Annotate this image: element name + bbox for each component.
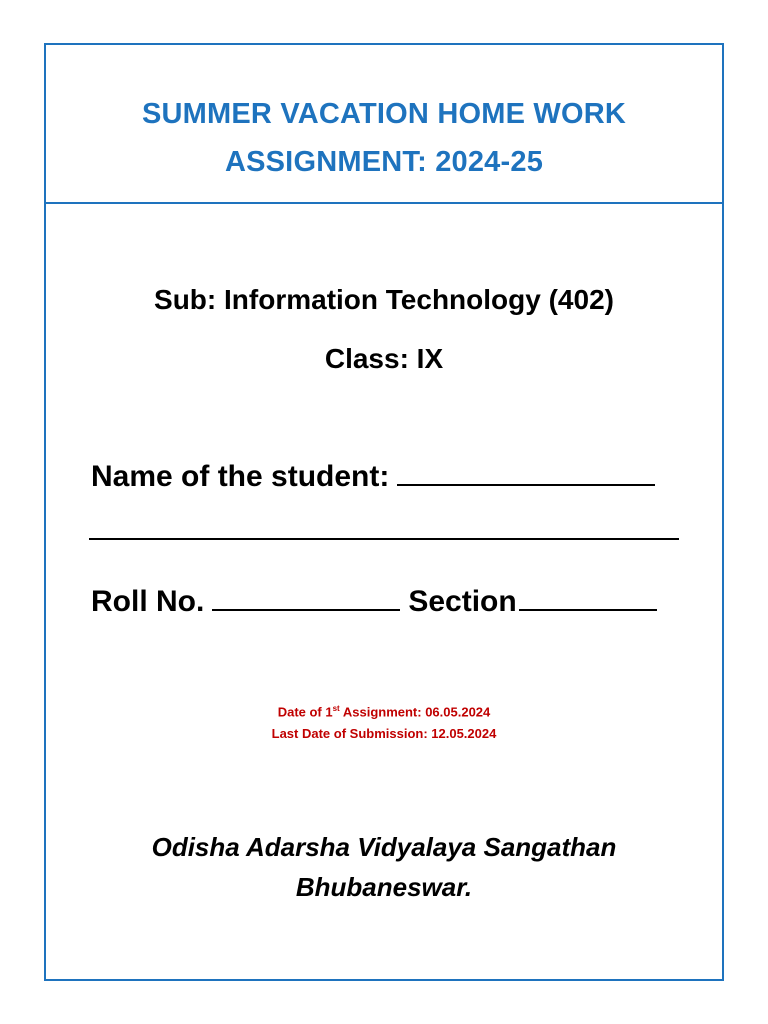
roll-no-label: Roll No.: [91, 585, 205, 618]
assignment-date-superscript: st: [332, 704, 340, 713]
title-line-2: ASSIGNMENT: 2024-25: [224, 146, 544, 178]
student-name-continuation-line[interactable]: [89, 538, 679, 540]
assignment-date: [0, 704, 768, 719]
title-line-1: SUMMER VACATION HOME WORK: [141, 98, 626, 130]
section-blank[interactable]: [519, 583, 657, 611]
organization-location: Bhubaneswar.: [295, 872, 473, 902]
student-name-label: Name of the student:: [91, 460, 390, 493]
student-name-row: [91, 458, 655, 494]
assignment-date-prefix: Date of 1: [277, 704, 333, 720]
class-line: Class: IX: [324, 343, 444, 374]
submission-date: Last Date of Submission: 12.05.2024: [271, 726, 497, 741]
roll-section-row: [91, 583, 657, 619]
assignment-date-value: Assignment: 06.05.2024: [339, 704, 491, 720]
header-box: [46, 45, 722, 204]
section-label: Section: [408, 585, 517, 618]
subject-line: Sub: Information Technology (402): [154, 284, 614, 315]
organization-name: Odisha Adarsha Vidyalaya Sangathan: [151, 832, 617, 862]
roll-no-blank[interactable]: [212, 583, 400, 611]
student-name-blank[interactable]: [397, 458, 655, 486]
